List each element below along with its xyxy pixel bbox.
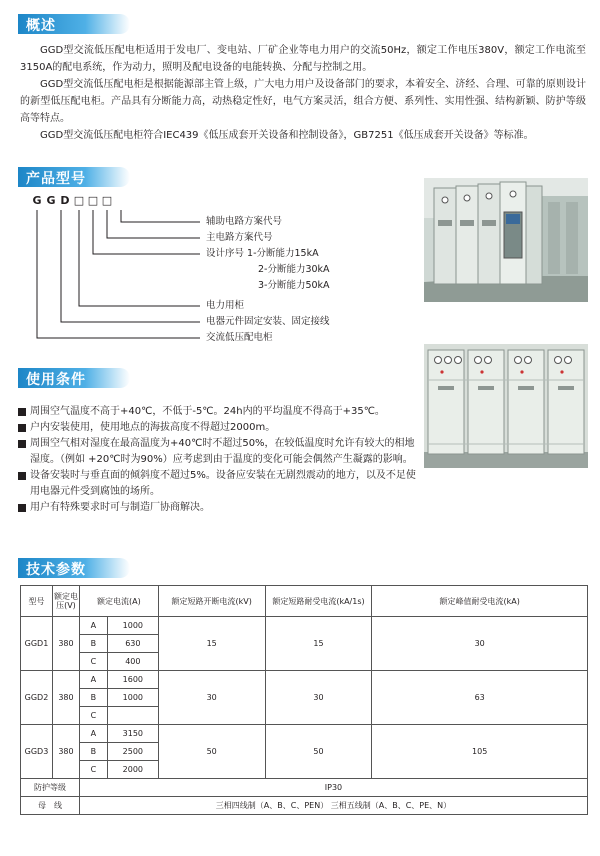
- cell-grade: A: [79, 725, 107, 743]
- cell-grade: C: [79, 707, 107, 725]
- th-voltage: 额定电压(V): [52, 586, 79, 617]
- th-peak: 额定峰值耐受电流(kA): [372, 586, 588, 617]
- cell-current: 630: [107, 635, 158, 653]
- model-label-design-2: 2-分断能力30kA: [258, 264, 330, 275]
- cell-current: 1600: [107, 671, 158, 689]
- cell-peak: 30: [372, 617, 588, 671]
- cell-voltage: 380: [52, 671, 79, 725]
- model-code-box-2: □: [87, 194, 99, 207]
- section-header-overview: 概述: [18, 14, 130, 34]
- cell-current: 1000: [107, 689, 158, 707]
- section-header-params: 技术参数: [18, 558, 130, 578]
- cell-breaking: 30: [158, 671, 265, 725]
- cell-breaking: 50: [158, 725, 265, 779]
- model-label-design-3: 3-分断能力50kA: [258, 280, 330, 291]
- th-breaking: 额定短路开断电流(kV): [158, 586, 265, 617]
- cell-model: GGD2: [21, 671, 53, 725]
- cell-bus-label: 母 线: [21, 797, 80, 815]
- section-header-model: 产品型号: [18, 167, 130, 187]
- model-label-main: 主电路方案代号: [206, 232, 273, 243]
- model-code-box-3: □: [101, 194, 113, 207]
- model-code-box-1: □: [73, 194, 85, 207]
- cell-current: 1000: [107, 617, 158, 635]
- cell-grade: C: [79, 761, 107, 779]
- cell-peak: 63: [372, 671, 588, 725]
- model-code-char-2: G: [46, 194, 56, 207]
- model-label-fixed: 电器元件固定安装、固定接线: [206, 316, 330, 327]
- cell-grade: B: [79, 689, 107, 707]
- cell-voltage: 380: [52, 725, 79, 779]
- cell-peak: 105: [372, 725, 588, 779]
- cell-current: 2000: [107, 761, 158, 779]
- cell-breaking: 15: [158, 617, 265, 671]
- cell-withstand: 30: [265, 671, 372, 725]
- model-code-char-1: G: [32, 194, 42, 207]
- cell-model: GGD3: [21, 725, 53, 779]
- conditions-list: [18, 404, 418, 516]
- cell-grade: A: [79, 617, 107, 635]
- cell-bus-value: 三相四线制（A、B、C、PEN） 三相五线制（A、B、C、PE、N）: [79, 797, 587, 815]
- model-label-aux: 辅助电路方案代号: [206, 216, 283, 227]
- table-row-bus: [21, 797, 588, 815]
- cell-grade: C: [79, 653, 107, 671]
- cell-withstand: 50: [265, 725, 372, 779]
- th-current: 额定电流(A): [79, 586, 158, 617]
- model-label-design: 设计序号 1-分断能力15kA: [206, 248, 319, 259]
- params-table: [20, 585, 588, 815]
- cell-voltage: 380: [52, 617, 79, 671]
- condition-item-3: 周围空气相对湿度在最高温度为+40℃时不超过50%，在较低温度时允许有较大的相地湿度。（例如 +20℃时为90%）应考虑到由于温度的变化可能会偶然产生凝露的影响。: [18, 436, 418, 468]
- cell-current: 400: [107, 653, 158, 671]
- table-row-protection: [21, 779, 588, 797]
- cell-model: GGD1: [21, 617, 53, 671]
- condition-item-2: 户内安装使用，使用地点的海拔高度不得超过2000m。: [18, 420, 418, 436]
- cell-grade: A: [79, 671, 107, 689]
- condition-item-4: 设备安装时与垂直面的倾斜度不超过5%。设备应安装在无剧烈震动的地方，以及不足使用电器元件受到腐蚀的场所。: [18, 468, 418, 500]
- table-row: [21, 617, 588, 635]
- overview-para-3: GGD型交流低压配电柜符合IEC439《低压成套开关设备和控制设备》，GB7251《低压成套开关设备》等标准。: [40, 130, 534, 141]
- cell-current: [107, 707, 158, 725]
- cell-protection-value: IP30: [79, 779, 587, 797]
- cell-grade: B: [79, 635, 107, 653]
- table-row: [21, 671, 588, 689]
- cell-current: 2500: [107, 743, 158, 761]
- model-label-power: 电力用柜: [206, 300, 245, 311]
- section-header-conditions: 使用条件: [18, 368, 130, 388]
- product-photo-cabinets-1: [424, 178, 588, 302]
- table-row: [21, 725, 588, 743]
- condition-item-1: 周围空气温度不高于+40℃，不低于-5℃。24h内的平均温度不得高于+35℃。: [18, 404, 418, 420]
- overview-para-2: GGD型交流低压配电柜是根据能源部主管上级，广大电力用户及设备部门的要求，本着安全、济经、合理、可靠的原则设计的新型低压配电柜。产品具有分断能力高，动热稳定性好，电气方案灵活，组合方便、系列性、实用性强、结构新颖、防护等级高等特点。: [20, 79, 586, 124]
- model-label-ac: 交流低压配电柜: [206, 332, 273, 343]
- cell-current: 3150: [107, 725, 158, 743]
- th-withstand: 额定短路耐受电流(kA/1s): [265, 586, 372, 617]
- product-photo-cabinets-2: [424, 344, 588, 468]
- table-header-row: [21, 586, 588, 617]
- cell-protection-label: 防护等级: [21, 779, 80, 797]
- condition-item-5: 用户有特殊要求时可与制造厂协商解决。: [18, 500, 418, 516]
- overview-para-1: GGD型交流低压配电柜适用于发电厂、变电站、厂矿企业等电力用户的交流50Hz，额定工作电压380V，额定工作电流至3150A的配电系统，作为动力，照明及配电设备的电能转换、分配与控制之用。: [20, 45, 586, 73]
- model-code-char-3: D: [60, 194, 70, 207]
- cell-withstand: 15: [265, 617, 372, 671]
- th-model: 型号: [21, 586, 53, 617]
- cell-grade: B: [79, 743, 107, 761]
